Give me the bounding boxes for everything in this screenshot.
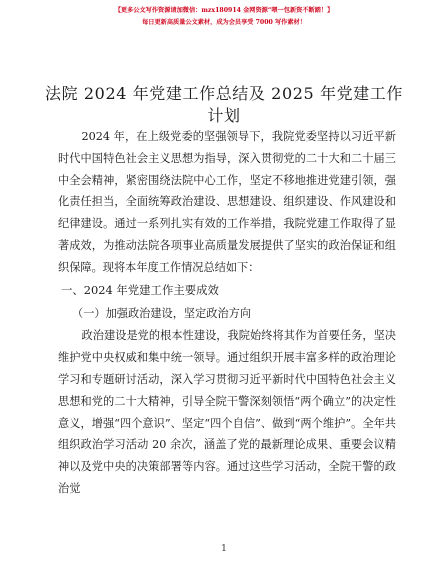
subsection-heading-1: （一）加强政治建设，坚定政治方向	[72, 307, 252, 321]
banner-line-2: 每日更新高质量公文素材，成为会员享受 7000 写作素材！	[142, 19, 306, 26]
document-title: 法院 2024 年党建工作总结及 2025 年党建工作计划	[45, 84, 403, 125]
intro-paragraph: 2024 年，在上级党委的坚强领导下，我院党委坚持以习近平新时代中国特色社会主义思想为指导，深入贯彻党的二十大和二十届三中全会精神，紧密围绕法院中心工作，坚定不移地推进党建引领，强化责任担当，全面统筹政治建设、思想建设、组织建设、作风建设和纪律建设。通过一系列扎实有效的工作举措，我院党建工作取得了显著成效，为推动法院各项事业高质量发展提供了坚实的政治保证和组织保障。现将本年度工作情况总结如下：	[58, 130, 396, 274]
section-heading-1: 一、2024 年党建工作主要成效	[61, 282, 219, 297]
subsection-paragraph-1: 政治建设是党的根本性建设，我院始终将其作为首要任务，坚决维护党中央权威和集中统一领导。通过组织开展丰富多样的政治理论学习和专题研讨活动，深入学习贯彻习近平新时代中国特色社会主义思想和党的二十大精神，引导全院干警深刻领悟“两个确立”的决定性意义，增强“四个意识”、坚定“四个自信”、做到“两个维护”。全年共组织政治学习活动 20 余次，涵盖了党的最新理论成果、重要会议精神以及党中央的决策部署等内容。通过这些学习活动，全院干警的政治觉	[58, 329, 396, 495]
page-number: 1	[221, 544, 227, 554]
banner-line-1: 【更多公文写作资源请加微信：mzx180914 金网资源“喂一包新资不断踏！】	[114, 7, 334, 14]
resource-banner	[0, 5, 448, 29]
document-body	[58, 126, 396, 500]
